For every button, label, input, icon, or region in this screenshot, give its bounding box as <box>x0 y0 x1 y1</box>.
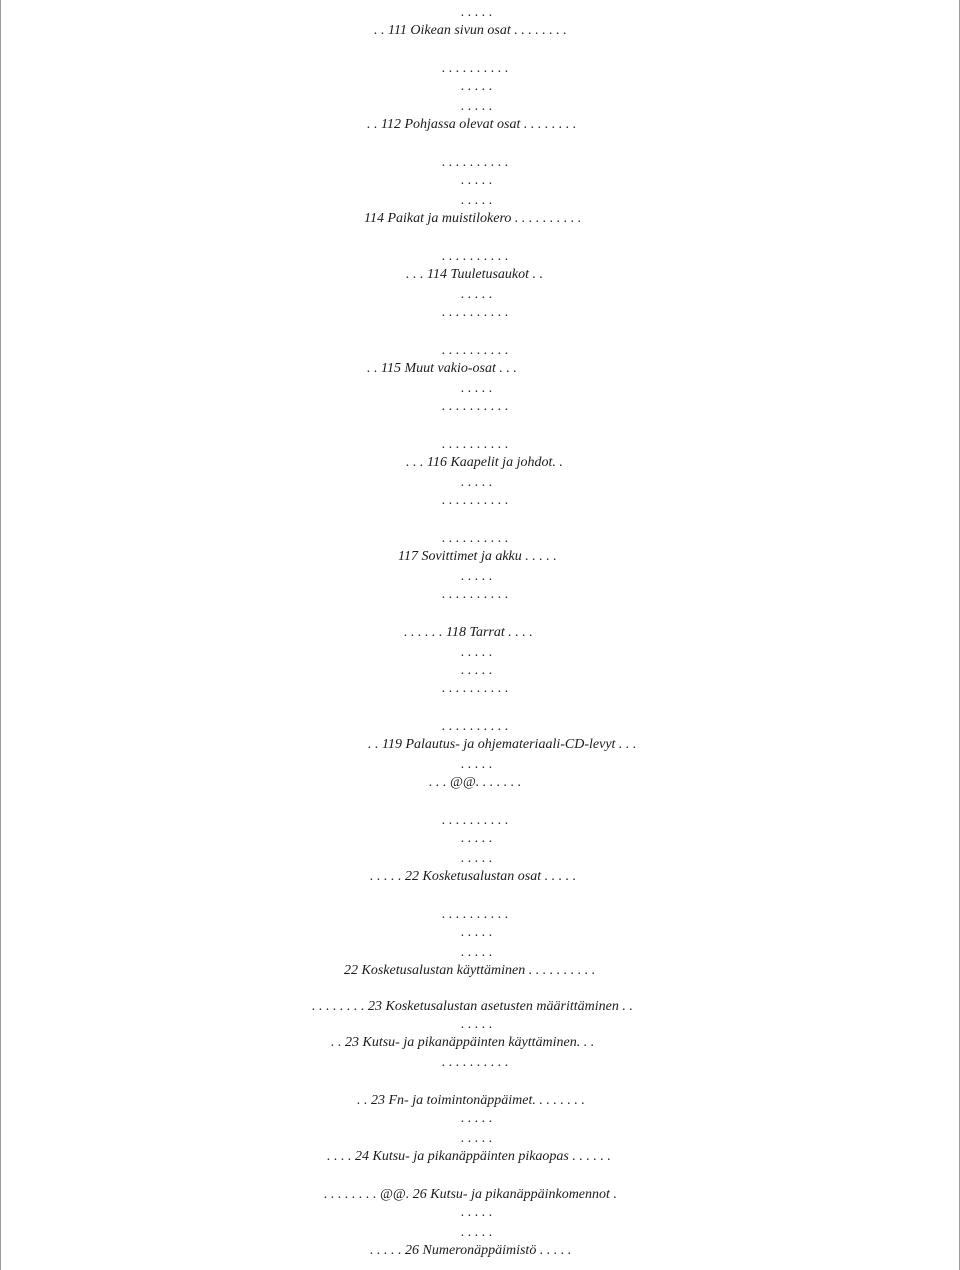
toc-line: . . . . . . . . . . <box>442 399 509 414</box>
toc-line: . . . . . <box>461 1017 493 1032</box>
toc-line: . . 119 Palautus- ja ohjemateriaali-CD-levyt . . . <box>368 737 637 752</box>
toc-line: . . . . . <box>461 475 493 490</box>
toc-line: 22 Kosketusalustan käyttäminen . . . . . . . . . . <box>344 963 596 978</box>
toc-line: . . 112 Pohjassa olevat osat . . . . . . . . <box>367 117 577 132</box>
toc-line: . . . . . . . . . . <box>442 437 509 452</box>
toc-line: . . . . . <box>461 945 493 960</box>
toc-line: . . . . . . 118 Tarrat . . . . <box>404 625 533 640</box>
toc-line: . . 111 Oikean sivun osat . . . . . . . . <box>374 23 567 38</box>
toc-line: . . . . . . . . . . <box>442 531 509 546</box>
toc-line: . . . . . <box>461 193 493 208</box>
toc-line: . . . @@. . . . . . . <box>429 775 522 790</box>
toc-line: . . . . . . . . . . <box>442 719 509 734</box>
toc-line: . . . . . <box>461 287 493 302</box>
toc-line: . . . . . 26 Numeronäppäimistö . . . . . <box>370 1243 572 1258</box>
toc-line: . . . . . <box>461 1131 493 1146</box>
toc-line: . . . . . <box>461 851 493 866</box>
toc-line: . . . 114 Tuuletusaukot . . <box>406 267 544 282</box>
toc-line: . . . . . <box>461 663 493 678</box>
toc-line: . . . . . . . . . . <box>442 61 509 76</box>
toc-line: . . . . . <box>461 5 493 20</box>
toc-line: . . . . . <box>461 645 493 660</box>
toc-line: . . . . . . . . . . <box>442 681 509 696</box>
toc-line: . . . . . <box>461 173 493 188</box>
toc-line: . . . . . <box>461 99 493 114</box>
toc-line: . . . . . <box>461 79 493 94</box>
toc-line: . . 23 Kutsu- ja pikanäppäinten käyttäminen. . . <box>331 1035 595 1050</box>
toc-line: . . . . . . . . . . <box>442 813 509 828</box>
toc-line: . . . . . <box>461 381 493 396</box>
toc-line: . . . . . . . . . . <box>442 907 509 922</box>
toc-line: . . . . . <box>461 569 493 584</box>
toc-line: . . . . . . . . @@. 26 Kutsu- ja pikanäppäinkomennot . <box>324 1187 617 1202</box>
toc-line: . . . . . . . . . . <box>442 493 509 508</box>
toc-line: . . . . . . . . . . <box>442 249 509 264</box>
toc-line: . . . . . . . . . . <box>442 155 509 170</box>
toc-line: . . 115 Muut vakio-osat . . . <box>367 361 517 376</box>
toc-line: . . . . . . . . . . <box>442 587 509 602</box>
toc-line: . . . . . <box>461 925 493 940</box>
toc-line: 117 Sovittimet ja akku . . . . . <box>398 549 557 564</box>
toc-line: . . . . . . . . . . <box>442 1055 509 1070</box>
toc-line: . . . . 24 Kutsu- ja pikanäppäinten pikaopas . . . . . . <box>327 1149 611 1164</box>
toc-line: . . . . . <box>461 831 493 846</box>
toc-line: . . . . . . . . . . <box>442 343 509 358</box>
toc-line: 114 Paikat ja muistilokero . . . . . . . . . . <box>364 211 582 226</box>
toc-line: . . . . . <box>461 757 493 772</box>
toc-line: . . . . . . . . 23 Kosketusalustan asetusten määrittäminen . . <box>312 999 633 1014</box>
toc-line: . . . . . <box>461 1111 493 1126</box>
toc-line: . . . . . <box>461 1225 493 1240</box>
toc-line: . . 23 Fn- ja toimintonäppäimet. . . . . . . . <box>357 1093 585 1108</box>
toc-line: . . . . . 22 Kosketusalustan osat . . . . . <box>370 869 577 884</box>
toc-line: . . . . . . . . . . <box>442 305 509 320</box>
toc-line: . . . 116 Kaapelit ja johdot. . <box>406 455 563 470</box>
toc-line: . . . . . <box>461 1205 493 1220</box>
